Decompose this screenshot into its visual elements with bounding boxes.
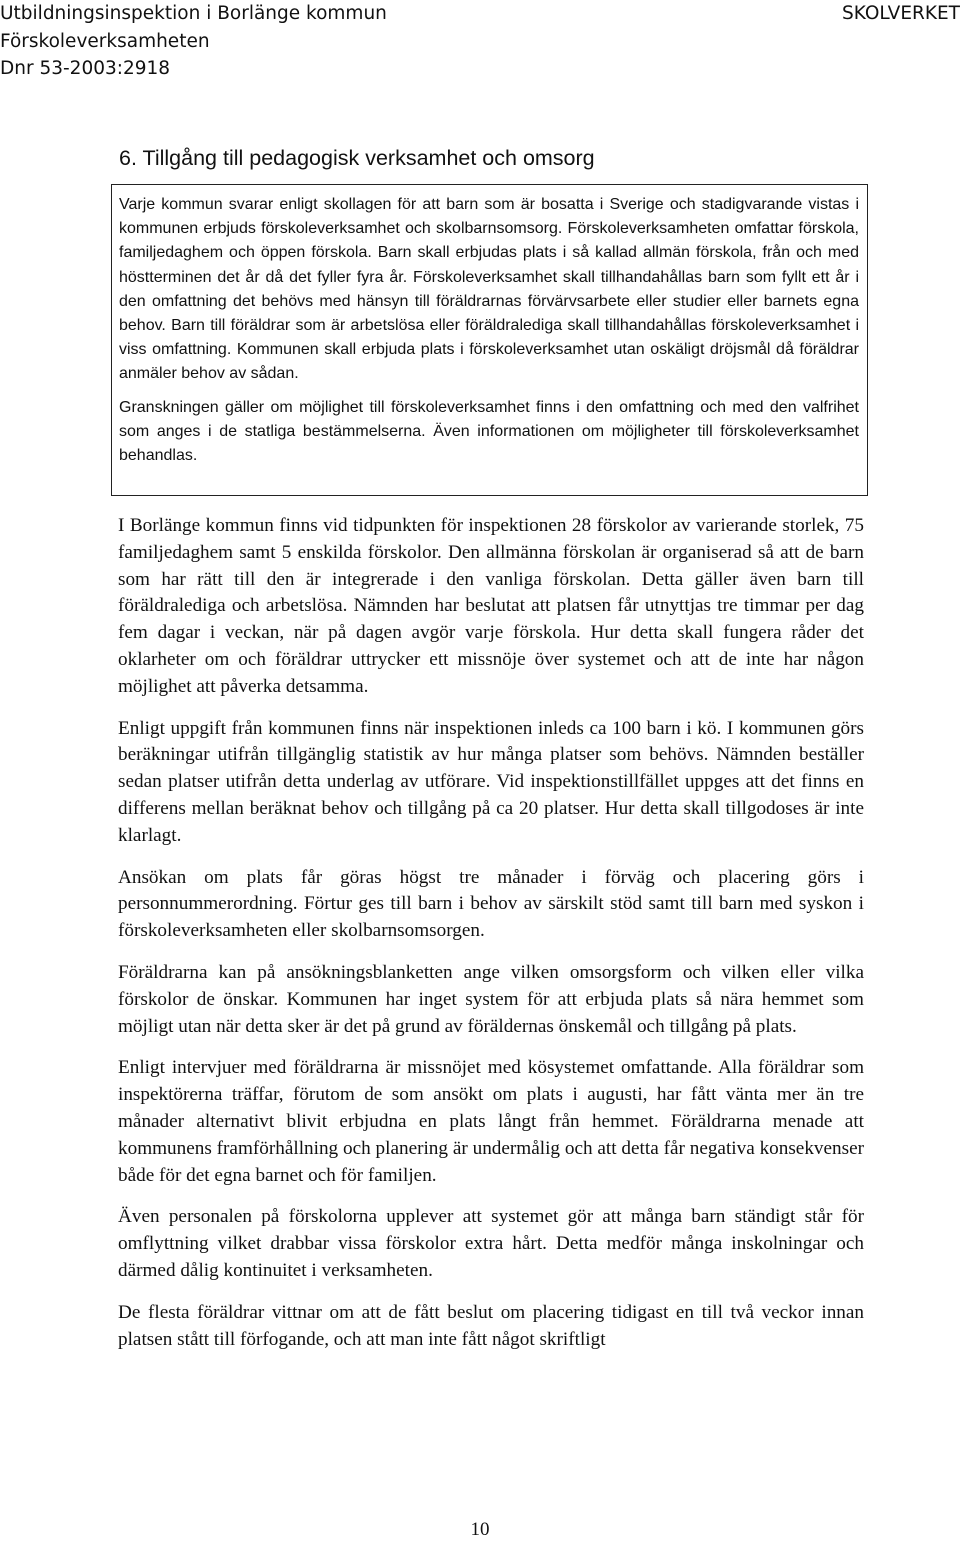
body-paragraph: Även personalen på förskolorna upplever att systemet gör att många barn ständigt står för omflyttning vilket drabbar vissa förskolor extra hårt. Detta medför många inskolningar och därmed dålig kontinuitet i verksamheten. [118, 1206, 864, 1281]
section-title: 6. Tillgång till pedagogisk verksamhet och omsorg [119, 146, 595, 170]
regulation-info-box [111, 184, 868, 496]
body-paragraph: Enligt uppgift från kommunen finns när inspektionen inleds ca 100 barn i kö. I kommunen görs beräkningar utifrån tillgänglig statistik av hur många platser som behövs. Nämnden beställer sedan platser utifrån detta underlag av utförare. Vid inspektionstillfället uppges att det finns en differens mellan beräknat behov och tillgång på ca 20 platser. Hur detta skall tillgodoses är inte klarlagt. [118, 717, 864, 846]
body-paragraph: De flesta föräldrar vittnar om att de fått beslut om placering tidigast en till två veckor innan platsen stått till förfogande, och att man inte fått något skriftligt [118, 1301, 864, 1350]
info-box-paragraph: Varje kommun svarar enligt skollagen för att barn som är bosatta i Sverige och stadigvarande vistas i kommunen erbjuds förskoleverksamhet och skolbarnsomsorg. Förskoleverksamheten omfattar förskola, familjedaghem och öppen förskola. Barn skall erbjudas plats i så kallad allmän förskola, från och med höstterminen det år då det fyller fyra år. Förskoleverksamhet skall tillhandahållas barn som fyllt ett år i den omfattning det behövs med hänsyn till föräldrarnas förvärvsarbete eller studier eller barnets egna behov. Barn till föräldrar som är arbetslösa eller föräldralediga skall tillhandahållas förskoleverksamhet i viss omfattning. Kommunen skall erbjuda plats i förskoleverksamhet utan oskäligt dröjsmål då föräldrar anmäler behov av sådan. [119, 196, 859, 383]
header-report-title: Utbildningsinspektion i Borlänge kommun [0, 3, 387, 24]
body-paragraph: Föräldrarna kan på ansökningsblanketten ange vilken omsorgsform och vilken eller vilka förskolor de önskar. Kommunen har inget system för att erbjuda plats så nära hemmet som möjligt utan när detta sker är det på grund av föräldernas önskemål och tillgång på plats. [118, 961, 864, 1037]
info-box-paragraph: Granskningen gäller om möjlighet till förskoleverksamhet finns i den omfattning och med den valfrihet som anges i de statliga bestämmelserna. Även informationen om möjligheter till förskoleverksamhet behandlas. [119, 398, 859, 465]
page-number: 10 [470, 1519, 490, 1540]
header-agency: SKOLVERKET [841, 3, 960, 24]
body-paragraph: I Borlänge kommun finns vid tidpunkten för inspektionen 28 förskolor av varierande storlek, 75 familjedaghem samt 5 enskilda förskolor. Den allmänna förskolan är organiserad så att de barn som har rätt till den är integrerade i den vanliga förskolan. Detta gäller även barn till föräldralediga och arbetslösa. Nämnden har beslutat att platsen får utnyttjas tre timmar per dag fem dagar i veckan, när på dagen avgör varje förskola. Hur detta skall fungera råder det oklarheter om och föräldrar uttrycker ett missnöje över systemet och att de inte har någon möjlighet att påverka detsamma. [118, 515, 864, 697]
body-text [118, 513, 864, 1368]
header-subject: Förskoleverksamheten [0, 30, 210, 52]
header-left [0, 0, 387, 83]
body-paragraph: Enligt intervjuer med föräldrarna är missnöjet med kösystemet omfattande. Alla föräldrar som inspektörerna träffar, förutom de som ansökt om plats i augusti, har fått vänta mer än tre månader alternativt blivit erbjudna en plats långt från hemmet. Föräldrarna menade att kommunens framförhållning och planering är undermålig och att detta får negativa konsekvenser både för det egna barnet och för familjen. [118, 1057, 864, 1186]
header-reference-number: Dnr 53-2003:2918 [0, 58, 171, 79]
body-paragraph: Ansökan om plats får göras högst tre månader i förväg och placering görs i personnummerordning. Förtur ges till barn i behov av särskilt stöd samt till barn med syskon i förskoleverksamheten eller skolbarnsomsorgen. [118, 866, 864, 942]
